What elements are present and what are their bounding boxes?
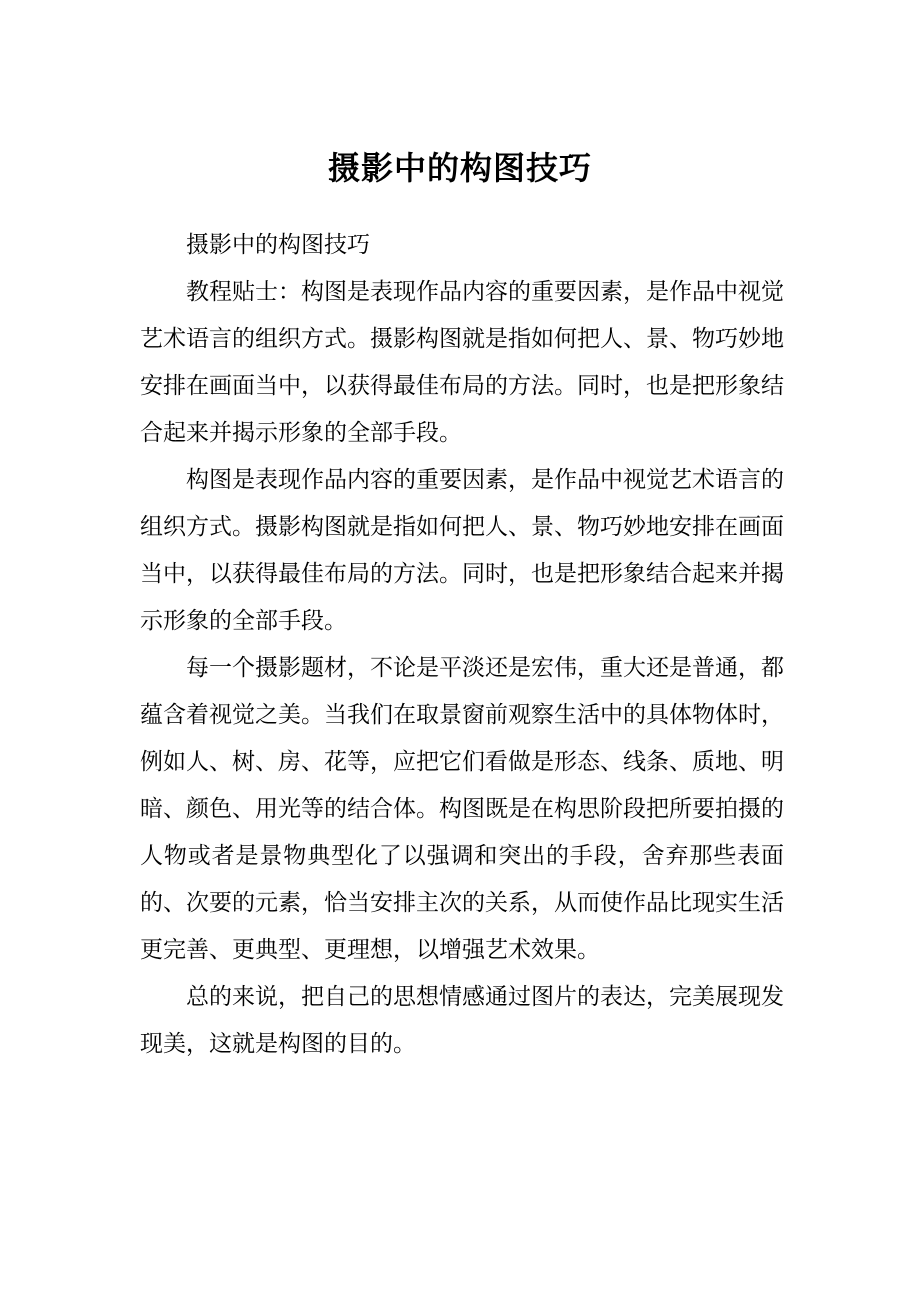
paragraph-definition: 构图是表现作品内容的重要因素，是作品中视觉艺术语言的组织方式。摄影构图就是指如何把人、景、物巧妙地安排在画面当中，以获得最佳布局的方法。同时，也是把形象结合起来并揭示形象的全部手段。 [140, 467, 784, 634]
paragraph-conclusion: 总的来说，把自己的思想情感通过图片的表达，完美展现发现美，这就是构图的目的。 [140, 984, 784, 1057]
document-title: 摄影中的构图技巧 [327, 149, 592, 187]
paragraph-subtitle: 摄影中的构图技巧 [186, 232, 370, 258]
paragraph-visual-beauty: 每一个摄影题材，不论是平淡还是宏伟，重大还是普通，都蕴含着视觉之美。当我们在取景窗前观察生活中的具体物体时，例如人、树、房、花等，应把它们看做是形态、线条、质地、明暗、颜色、用光等的结合体。构图既是在构思阶段把所要拍摄的人物或者是景物典型化了以强调和突出的手段，舍弃那些表面的、次要的元素，恰当安排主次的关系，从而使作品比现实生活更完善、更典型、更理想，以增强艺术效果。 [140, 655, 784, 963]
document-body [140, 222, 784, 1068]
paragraph-tip: 教程贴士：构图是表现作品内容的重要因素，是作品中视觉艺术语言的组织方式。摄影构图就是指如何把人、景、物巧妙地安排在画面当中，以获得最佳布局的方法。同时，也是把形象结合起来并揭示形象的全部手段。 [140, 279, 784, 446]
